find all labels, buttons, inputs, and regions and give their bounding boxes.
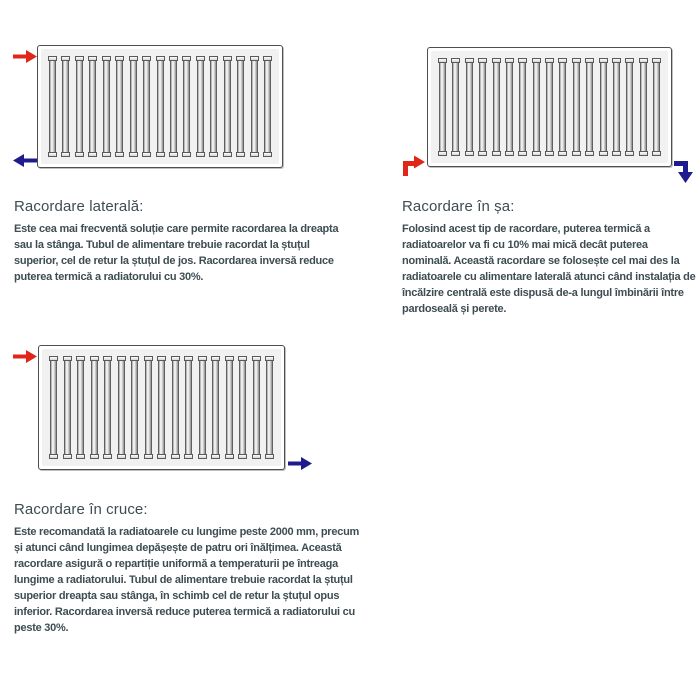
radiator-fin — [625, 58, 634, 156]
section-description: Este cea mai frecventă soluție care permite racordarea la dreapta sau la stânga. Tubul de alimentare trebuie racordat la ștuțul superior, cel de retur la ștuțul de jos. Racordarea inversă reduce puterea termică a radiatorului cu 30%. — [14, 223, 339, 283]
radiator-fin — [532, 58, 541, 156]
radiator-fins — [438, 58, 661, 156]
radiator-fin — [225, 356, 234, 459]
radiator-fin — [142, 56, 151, 157]
radiator-fin — [585, 58, 594, 156]
radiator-fin — [196, 56, 205, 157]
radiator-fin — [156, 56, 165, 157]
radiator-fin — [76, 356, 85, 459]
radiator-fin — [169, 56, 178, 157]
radiator-panel — [431, 51, 668, 163]
section-heading: Racordare în cruce: — [14, 501, 148, 518]
radiator-fin — [238, 356, 247, 459]
radiator-fin — [438, 58, 447, 156]
radiator-fin — [265, 356, 274, 459]
radiator-fin — [75, 56, 84, 157]
radiator-fin — [144, 356, 153, 459]
radiator-fin — [115, 56, 124, 157]
radiator-fin — [572, 58, 581, 156]
radiator-fin — [250, 56, 259, 157]
radiator-fin — [236, 56, 245, 157]
radiator-fin — [612, 58, 621, 156]
radiator-fin — [102, 56, 111, 157]
return-elbow-arrow-right-down-icon — [674, 159, 698, 184]
return-arrow-right-icon — [288, 457, 312, 470]
section-description: Este recomandată la radiatoarele cu lungime peste 2000 mm, precum și atunci când lungimea depășește de patru ori înălțimea. Această racordare asigură o repartiție uniformă a temperaturii pe întreaga lungime a radiatorului. Tubul de alimentare trebuie racordat la ștuțul superior dreapta sau stânga, în schimb cel de retur la ștuțul opus inferior. Racordarea inversă reduce puterea termică a radiatorului cu peste 30%. — [14, 526, 360, 634]
radiator-fin — [171, 356, 180, 459]
radiator-fin — [157, 356, 166, 459]
radiator-fin — [61, 56, 70, 157]
radiator-fin — [478, 58, 487, 156]
radiator-fin — [599, 58, 608, 156]
radiator-fin — [451, 58, 460, 156]
radiator-fin — [518, 58, 527, 156]
radiator-fin — [63, 356, 72, 459]
supply-arrow-right-icon — [13, 350, 37, 363]
section-description: Folosind acest tip de racordare, puterea termică a radiatoarelor va fi cu 10% mai mică decât puterea nominală. Această racordare se folosește cel mai des la radiatoarele cu alimentare laterală atunci când instalația de încălzire centrală este dispusă de-a lungul îmbinării între pardoseală și perete. — [402, 223, 696, 315]
radiator-fin — [209, 56, 218, 157]
section-heading: Racordare în șa: — [402, 198, 515, 215]
radiator-fin — [130, 356, 139, 459]
radiator-fin — [182, 56, 191, 157]
radiator-illustration — [427, 47, 672, 167]
radiator-fin — [223, 56, 232, 157]
radiator-fin — [639, 58, 648, 156]
radiator-fin — [90, 356, 99, 459]
return-arrow-left-icon — [13, 154, 37, 167]
radiator-fin — [117, 356, 126, 459]
radiator-fin — [103, 356, 112, 459]
supply-arrow-right-icon — [13, 50, 37, 63]
radiator-illustration — [38, 345, 285, 470]
radiator-fin — [49, 356, 58, 459]
radiator-fin — [211, 356, 220, 459]
radiator-fin — [492, 58, 501, 156]
radiator-illustration — [37, 45, 283, 168]
radiator-fin — [545, 58, 554, 156]
supply-elbow-arrow-up-right-icon — [401, 151, 426, 176]
radiator-fin — [465, 58, 474, 156]
radiator-fin — [652, 58, 661, 156]
radiator-fin — [252, 356, 261, 459]
section-heading: Racordare laterală: — [14, 198, 144, 215]
radiator-fin — [198, 356, 207, 459]
radiator-fin — [263, 56, 272, 157]
radiator-fin — [505, 58, 514, 156]
radiator-fins — [48, 56, 272, 157]
radiator-fin — [88, 56, 97, 157]
radiator-panel — [42, 349, 281, 466]
radiator-fin — [48, 56, 57, 157]
radiator-fin — [558, 58, 567, 156]
radiator-fin — [184, 356, 193, 459]
radiator-fin — [129, 56, 138, 157]
radiator-panel — [41, 49, 279, 164]
radiator-fins — [49, 356, 274, 459]
